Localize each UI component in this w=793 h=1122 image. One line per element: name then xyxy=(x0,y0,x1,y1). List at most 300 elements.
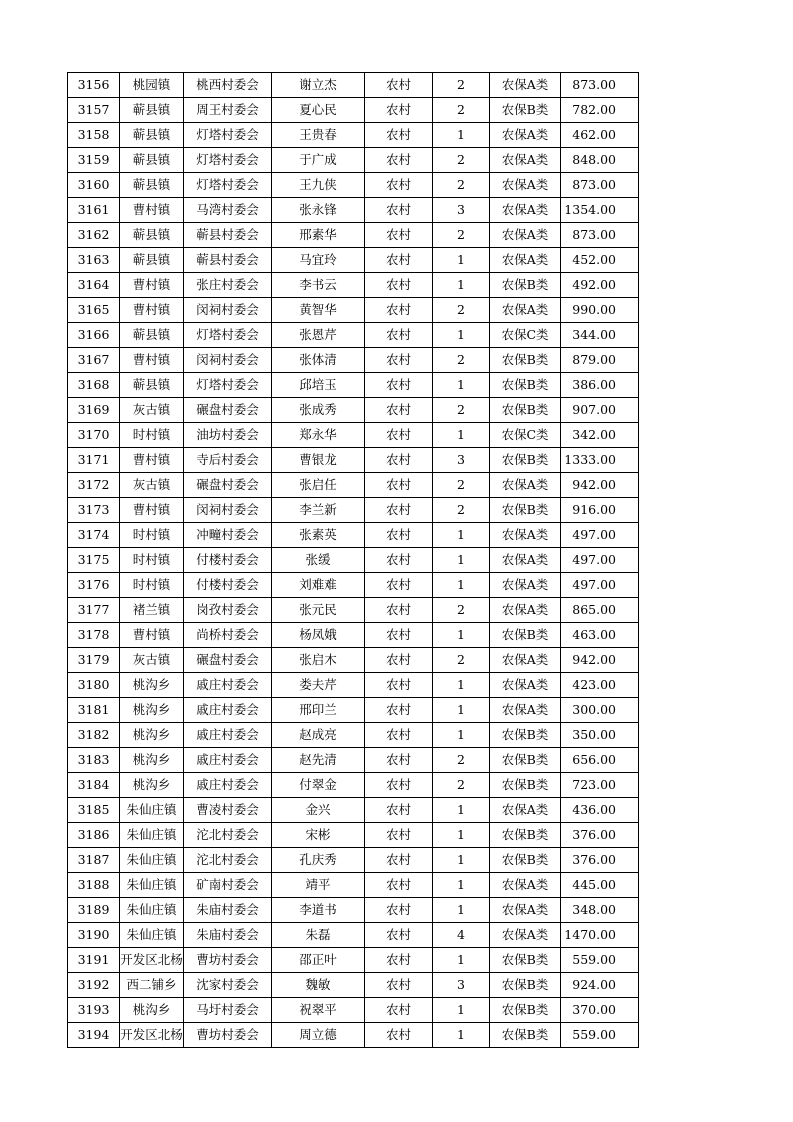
table-row xyxy=(68,398,639,423)
village-cell: 闵祠村委会 xyxy=(184,298,272,323)
area-type-cell: 农村 xyxy=(365,523,433,548)
village-cell: 戚庄村委会 xyxy=(184,698,272,723)
amount-cell: 386.00 xyxy=(561,373,639,398)
amount-cell: 348.00 xyxy=(561,898,639,923)
amount-cell: 370.00 xyxy=(561,998,639,1023)
insurance-category-cell: 农保A类 xyxy=(490,523,561,548)
village-cell: 岗孜村委会 xyxy=(184,598,272,623)
row-number-cell: 3182 xyxy=(68,723,120,748)
row-number-cell: 3187 xyxy=(68,848,120,873)
household-count-cell: 2 xyxy=(433,773,490,798)
village-cell: 冲疃村委会 xyxy=(184,523,272,548)
area-type-cell: 农村 xyxy=(365,923,433,948)
person-name-cell: 谢立杰 xyxy=(272,73,365,98)
row-number-cell: 3156 xyxy=(68,73,120,98)
area-type-cell: 农村 xyxy=(365,848,433,873)
amount-cell: 907.00 xyxy=(561,398,639,423)
person-name-cell: 邢印兰 xyxy=(272,698,365,723)
town-cell: 时村镇 xyxy=(120,423,184,448)
table-row xyxy=(68,723,639,748)
household-count-cell: 1 xyxy=(433,798,490,823)
person-name-cell: 张永锋 xyxy=(272,198,365,223)
amount-cell: 1333.00 xyxy=(561,448,639,473)
table-row xyxy=(68,323,639,348)
insurance-category-cell: 农保A类 xyxy=(490,123,561,148)
amount-cell: 865.00 xyxy=(561,598,639,623)
household-count-cell: 1 xyxy=(433,423,490,448)
town-cell: 朱仙庄镇 xyxy=(120,848,184,873)
table-row xyxy=(68,573,639,598)
insurance-category-cell: 农保A类 xyxy=(490,573,561,598)
amount-cell: 873.00 xyxy=(561,73,639,98)
insurance-category-cell: 农保A类 xyxy=(490,598,561,623)
row-number-cell: 3173 xyxy=(68,498,120,523)
person-name-cell: 杨凤娥 xyxy=(272,623,365,648)
row-number-cell: 3183 xyxy=(68,748,120,773)
insurance-category-cell: 农保B类 xyxy=(490,848,561,873)
table-row xyxy=(68,948,639,973)
insurance-category-cell: 农保A类 xyxy=(490,73,561,98)
person-name-cell: 张启任 xyxy=(272,473,365,498)
insurance-category-cell: 农保A类 xyxy=(490,548,561,573)
household-count-cell: 1 xyxy=(433,373,490,398)
town-cell: 曹村镇 xyxy=(120,273,184,298)
table-row xyxy=(68,998,639,1023)
area-type-cell: 农村 xyxy=(365,248,433,273)
area-type-cell: 农村 xyxy=(365,723,433,748)
person-name-cell: 黄智华 xyxy=(272,298,365,323)
town-cell: 桃沟乡 xyxy=(120,773,184,798)
row-number-cell: 3164 xyxy=(68,273,120,298)
area-type-cell: 农村 xyxy=(365,423,433,448)
table-row xyxy=(68,623,639,648)
table-row xyxy=(68,973,639,998)
village-cell: 灯塔村委会 xyxy=(184,373,272,398)
amount-cell: 990.00 xyxy=(561,298,639,323)
person-name-cell: 赵成亮 xyxy=(272,723,365,748)
area-type-cell: 农村 xyxy=(365,448,433,473)
area-type-cell: 农村 xyxy=(365,473,433,498)
person-name-cell: 邢素华 xyxy=(272,223,365,248)
table-row xyxy=(68,223,639,248)
insurance-category-cell: 农保A类 xyxy=(490,248,561,273)
village-cell: 戚庄村委会 xyxy=(184,723,272,748)
row-number-cell: 3167 xyxy=(68,348,120,373)
row-number-cell: 3165 xyxy=(68,298,120,323)
table-row xyxy=(68,498,639,523)
village-cell: 沈家村委会 xyxy=(184,973,272,998)
village-cell: 矿南村委会 xyxy=(184,873,272,898)
table-row xyxy=(68,748,639,773)
household-count-cell: 2 xyxy=(433,348,490,373)
town-cell: 蕲县镇 xyxy=(120,323,184,348)
village-cell: 戚庄村委会 xyxy=(184,673,272,698)
insurance-category-cell: 农保B类 xyxy=(490,823,561,848)
insurance-category-cell: 农保B类 xyxy=(490,348,561,373)
amount-cell: 942.00 xyxy=(561,648,639,673)
village-cell: 周王村委会 xyxy=(184,98,272,123)
insurance-category-cell: 农保A类 xyxy=(490,298,561,323)
town-cell: 朱仙庄镇 xyxy=(120,923,184,948)
area-type-cell: 农村 xyxy=(365,348,433,373)
amount-cell: 436.00 xyxy=(561,798,639,823)
table-body xyxy=(68,73,639,1048)
insurance-category-cell: 农保A类 xyxy=(490,923,561,948)
village-cell: 灯塔村委会 xyxy=(184,123,272,148)
household-count-cell: 1 xyxy=(433,323,490,348)
row-number-cell: 3176 xyxy=(68,573,120,598)
area-type-cell: 农村 xyxy=(365,648,433,673)
village-cell: 碾盘村委会 xyxy=(184,398,272,423)
amount-cell: 1470.00 xyxy=(561,923,639,948)
town-cell: 西二铺乡 xyxy=(120,973,184,998)
area-type-cell: 农村 xyxy=(365,573,433,598)
village-cell: 沱北村委会 xyxy=(184,823,272,848)
area-type-cell: 农村 xyxy=(365,598,433,623)
insurance-category-cell: 农保B类 xyxy=(490,723,561,748)
village-cell: 蕲县村委会 xyxy=(184,223,272,248)
insurance-category-cell: 农保A类 xyxy=(490,898,561,923)
person-name-cell: 邵正叶 xyxy=(272,948,365,973)
row-number-cell: 3158 xyxy=(68,123,120,148)
village-cell: 朱庙村委会 xyxy=(184,923,272,948)
person-name-cell: 李道书 xyxy=(272,898,365,923)
amount-cell: 342.00 xyxy=(561,423,639,448)
insurance-category-cell: 农保B类 xyxy=(490,623,561,648)
household-count-cell: 1 xyxy=(433,948,490,973)
area-type-cell: 农村 xyxy=(365,373,433,398)
row-number-cell: 3192 xyxy=(68,973,120,998)
person-name-cell: 马宜玲 xyxy=(272,248,365,273)
person-name-cell: 曹银龙 xyxy=(272,448,365,473)
amount-cell: 497.00 xyxy=(561,548,639,573)
village-cell: 桃西村委会 xyxy=(184,73,272,98)
row-number-cell: 3193 xyxy=(68,998,120,1023)
table-row xyxy=(68,148,639,173)
insurance-category-cell: 农保B类 xyxy=(490,398,561,423)
insurance-category-cell: 农保B类 xyxy=(490,773,561,798)
village-cell: 尚桥村委会 xyxy=(184,623,272,648)
household-count-cell: 1 xyxy=(433,848,490,873)
row-number-cell: 3169 xyxy=(68,398,120,423)
town-cell: 桃沟乡 xyxy=(120,698,184,723)
person-name-cell: 赵先清 xyxy=(272,748,365,773)
row-number-cell: 3194 xyxy=(68,1023,120,1048)
village-cell: 灯塔村委会 xyxy=(184,173,272,198)
amount-cell: 942.00 xyxy=(561,473,639,498)
household-count-cell: 1 xyxy=(433,123,490,148)
person-name-cell: 祝翠平 xyxy=(272,998,365,1023)
town-cell: 曹村镇 xyxy=(120,448,184,473)
amount-cell: 559.00 xyxy=(561,948,639,973)
data-table xyxy=(67,72,639,1048)
table-row xyxy=(68,348,639,373)
household-count-cell: 2 xyxy=(433,73,490,98)
amount-cell: 782.00 xyxy=(561,98,639,123)
table-row xyxy=(68,648,639,673)
insurance-category-cell: 农保B类 xyxy=(490,373,561,398)
town-cell: 桃沟乡 xyxy=(120,723,184,748)
row-number-cell: 3191 xyxy=(68,948,120,973)
person-name-cell: 李书云 xyxy=(272,273,365,298)
area-type-cell: 农村 xyxy=(365,1023,433,1048)
table-row xyxy=(68,598,639,623)
town-cell: 灰古镇 xyxy=(120,648,184,673)
area-type-cell: 农村 xyxy=(365,273,433,298)
village-cell: 闵祠村委会 xyxy=(184,348,272,373)
table-row xyxy=(68,248,639,273)
row-number-cell: 3174 xyxy=(68,523,120,548)
person-name-cell: 郑永华 xyxy=(272,423,365,448)
table-row xyxy=(68,98,639,123)
table-row xyxy=(68,698,639,723)
table-row xyxy=(68,473,639,498)
insurance-category-cell: 农保B类 xyxy=(490,748,561,773)
village-cell: 马湾村委会 xyxy=(184,198,272,223)
household-count-cell: 1 xyxy=(433,1023,490,1048)
household-count-cell: 1 xyxy=(433,998,490,1023)
person-name-cell: 张缓 xyxy=(272,548,365,573)
amount-cell: 723.00 xyxy=(561,773,639,798)
household-count-cell: 1 xyxy=(433,898,490,923)
area-type-cell: 农村 xyxy=(365,998,433,1023)
table-row xyxy=(68,898,639,923)
person-name-cell: 王贵春 xyxy=(272,123,365,148)
town-cell: 桃沟乡 xyxy=(120,673,184,698)
village-cell: 戚庄村委会 xyxy=(184,748,272,773)
insurance-category-cell: 农保B类 xyxy=(490,973,561,998)
village-cell: 戚庄村委会 xyxy=(184,773,272,798)
town-cell: 蕲县镇 xyxy=(120,373,184,398)
person-name-cell: 金兴 xyxy=(272,798,365,823)
village-cell: 碾盘村委会 xyxy=(184,648,272,673)
village-cell: 灯塔村委会 xyxy=(184,323,272,348)
town-cell: 时村镇 xyxy=(120,523,184,548)
town-cell: 褚兰镇 xyxy=(120,598,184,623)
row-number-cell: 3181 xyxy=(68,698,120,723)
person-name-cell: 张素英 xyxy=(272,523,365,548)
town-cell: 曹村镇 xyxy=(120,623,184,648)
table-row xyxy=(68,198,639,223)
table-row xyxy=(68,123,639,148)
village-cell: 曹凌村委会 xyxy=(184,798,272,823)
table-row xyxy=(68,673,639,698)
town-cell: 蕲县镇 xyxy=(120,98,184,123)
row-number-cell: 3189 xyxy=(68,898,120,923)
row-number-cell: 3185 xyxy=(68,798,120,823)
town-cell: 曹村镇 xyxy=(120,498,184,523)
amount-cell: 879.00 xyxy=(561,348,639,373)
village-cell: 朱庙村委会 xyxy=(184,898,272,923)
insurance-category-cell: 农保A类 xyxy=(490,223,561,248)
insurance-category-cell: 农保C类 xyxy=(490,423,561,448)
town-cell: 朱仙庄镇 xyxy=(120,898,184,923)
row-number-cell: 3166 xyxy=(68,323,120,348)
table-row xyxy=(68,523,639,548)
area-type-cell: 农村 xyxy=(365,123,433,148)
amount-cell: 350.00 xyxy=(561,723,639,748)
household-count-cell: 4 xyxy=(433,923,490,948)
area-type-cell: 农村 xyxy=(365,323,433,348)
person-name-cell: 魏敏 xyxy=(272,973,365,998)
table-row xyxy=(68,273,639,298)
amount-cell: 1354.00 xyxy=(561,198,639,223)
amount-cell: 452.00 xyxy=(561,248,639,273)
person-name-cell: 宋彬 xyxy=(272,823,365,848)
village-cell: 曹坊村委会 xyxy=(184,1023,272,1048)
insurance-category-cell: 农保B类 xyxy=(490,498,561,523)
town-cell: 蕲县镇 xyxy=(120,148,184,173)
area-type-cell: 农村 xyxy=(365,548,433,573)
area-type-cell: 农村 xyxy=(365,73,433,98)
household-count-cell: 2 xyxy=(433,598,490,623)
person-name-cell: 娄夫芹 xyxy=(272,673,365,698)
table-row xyxy=(68,798,639,823)
amount-cell: 300.00 xyxy=(561,698,639,723)
town-cell: 蕲县镇 xyxy=(120,173,184,198)
village-cell: 灯塔村委会 xyxy=(184,148,272,173)
town-cell: 桃沟乡 xyxy=(120,748,184,773)
household-count-cell: 1 xyxy=(433,698,490,723)
village-cell: 油坊村委会 xyxy=(184,423,272,448)
amount-cell: 492.00 xyxy=(561,273,639,298)
village-cell: 沱北村委会 xyxy=(184,848,272,873)
household-count-cell: 1 xyxy=(433,573,490,598)
village-cell: 张庄村委会 xyxy=(184,273,272,298)
row-number-cell: 3161 xyxy=(68,198,120,223)
town-cell: 朱仙庄镇 xyxy=(120,823,184,848)
table-row xyxy=(68,823,639,848)
town-cell: 蕲县镇 xyxy=(120,248,184,273)
amount-cell: 497.00 xyxy=(561,523,639,548)
area-type-cell: 农村 xyxy=(365,623,433,648)
person-name-cell: 邱培玉 xyxy=(272,373,365,398)
household-count-cell: 2 xyxy=(433,173,490,198)
table-row xyxy=(68,173,639,198)
person-name-cell: 刘难难 xyxy=(272,573,365,598)
table-row xyxy=(68,773,639,798)
row-number-cell: 3184 xyxy=(68,773,120,798)
person-name-cell: 付翠金 xyxy=(272,773,365,798)
table-row xyxy=(68,298,639,323)
town-cell: 灰古镇 xyxy=(120,398,184,423)
amount-cell: 873.00 xyxy=(561,173,639,198)
table-row xyxy=(68,848,639,873)
household-count-cell: 3 xyxy=(433,973,490,998)
table-row xyxy=(68,373,639,398)
insurance-category-cell: 农保B类 xyxy=(490,1023,561,1048)
amount-cell: 916.00 xyxy=(561,498,639,523)
insurance-category-cell: 农保B类 xyxy=(490,273,561,298)
row-number-cell: 3172 xyxy=(68,473,120,498)
amount-cell: 497.00 xyxy=(561,573,639,598)
village-cell: 马圩村委会 xyxy=(184,998,272,1023)
area-type-cell: 农村 xyxy=(365,223,433,248)
amount-cell: 344.00 xyxy=(561,323,639,348)
row-number-cell: 3171 xyxy=(68,448,120,473)
household-count-cell: 1 xyxy=(433,873,490,898)
person-name-cell: 张元民 xyxy=(272,598,365,623)
household-count-cell: 2 xyxy=(433,748,490,773)
insurance-category-cell: 农保B类 xyxy=(490,948,561,973)
household-count-cell: 1 xyxy=(433,823,490,848)
person-name-cell: 夏心民 xyxy=(272,98,365,123)
household-count-cell: 1 xyxy=(433,548,490,573)
insurance-category-cell: 农保A类 xyxy=(490,648,561,673)
insurance-category-cell: 农保A类 xyxy=(490,198,561,223)
area-type-cell: 农村 xyxy=(365,948,433,973)
person-name-cell: 张成秀 xyxy=(272,398,365,423)
row-number-cell: 3175 xyxy=(68,548,120,573)
household-count-cell: 1 xyxy=(433,673,490,698)
household-count-cell: 3 xyxy=(433,198,490,223)
household-count-cell: 3 xyxy=(433,448,490,473)
row-number-cell: 3188 xyxy=(68,873,120,898)
town-cell: 朱仙庄镇 xyxy=(120,798,184,823)
town-cell: 曹村镇 xyxy=(120,198,184,223)
town-cell: 时村镇 xyxy=(120,573,184,598)
area-type-cell: 农村 xyxy=(365,198,433,223)
person-name-cell: 张启木 xyxy=(272,648,365,673)
household-count-cell: 1 xyxy=(433,523,490,548)
person-name-cell: 周立德 xyxy=(272,1023,365,1048)
table-row xyxy=(68,1023,639,1048)
household-count-cell: 2 xyxy=(433,398,490,423)
person-name-cell: 张恩芹 xyxy=(272,323,365,348)
area-type-cell: 农村 xyxy=(365,173,433,198)
village-cell: 付楼村委会 xyxy=(184,548,272,573)
person-name-cell: 靖平 xyxy=(272,873,365,898)
town-cell: 开发区北杨 xyxy=(120,948,184,973)
area-type-cell: 农村 xyxy=(365,748,433,773)
table-row xyxy=(68,423,639,448)
row-number-cell: 3177 xyxy=(68,598,120,623)
household-count-cell: 2 xyxy=(433,223,490,248)
person-name-cell: 朱磊 xyxy=(272,923,365,948)
amount-cell: 445.00 xyxy=(561,873,639,898)
amount-cell: 873.00 xyxy=(561,223,639,248)
insurance-category-cell: 农保A类 xyxy=(490,873,561,898)
amount-cell: 462.00 xyxy=(561,123,639,148)
table-row xyxy=(68,448,639,473)
household-count-cell: 1 xyxy=(433,723,490,748)
village-cell: 闵祠村委会 xyxy=(184,498,272,523)
person-name-cell: 李兰新 xyxy=(272,498,365,523)
amount-cell: 423.00 xyxy=(561,673,639,698)
row-number-cell: 3162 xyxy=(68,223,120,248)
row-number-cell: 3160 xyxy=(68,173,120,198)
row-number-cell: 3163 xyxy=(68,248,120,273)
area-type-cell: 农村 xyxy=(365,898,433,923)
insurance-category-cell: 农保A类 xyxy=(490,173,561,198)
household-count-cell: 1 xyxy=(433,273,490,298)
area-type-cell: 农村 xyxy=(365,498,433,523)
table-row xyxy=(68,923,639,948)
area-type-cell: 农村 xyxy=(365,398,433,423)
insurance-category-cell: 农保B类 xyxy=(490,998,561,1023)
person-name-cell: 王九侠 xyxy=(272,173,365,198)
town-cell: 朱仙庄镇 xyxy=(120,873,184,898)
row-number-cell: 3170 xyxy=(68,423,120,448)
town-cell: 蕲县镇 xyxy=(120,123,184,148)
village-cell: 蕲县村委会 xyxy=(184,248,272,273)
town-cell: 曹村镇 xyxy=(120,348,184,373)
insurance-category-cell: 农保C类 xyxy=(490,323,561,348)
town-cell: 灰古镇 xyxy=(120,473,184,498)
area-type-cell: 农村 xyxy=(365,673,433,698)
person-name-cell: 张体清 xyxy=(272,348,365,373)
town-cell: 桃沟乡 xyxy=(120,998,184,1023)
